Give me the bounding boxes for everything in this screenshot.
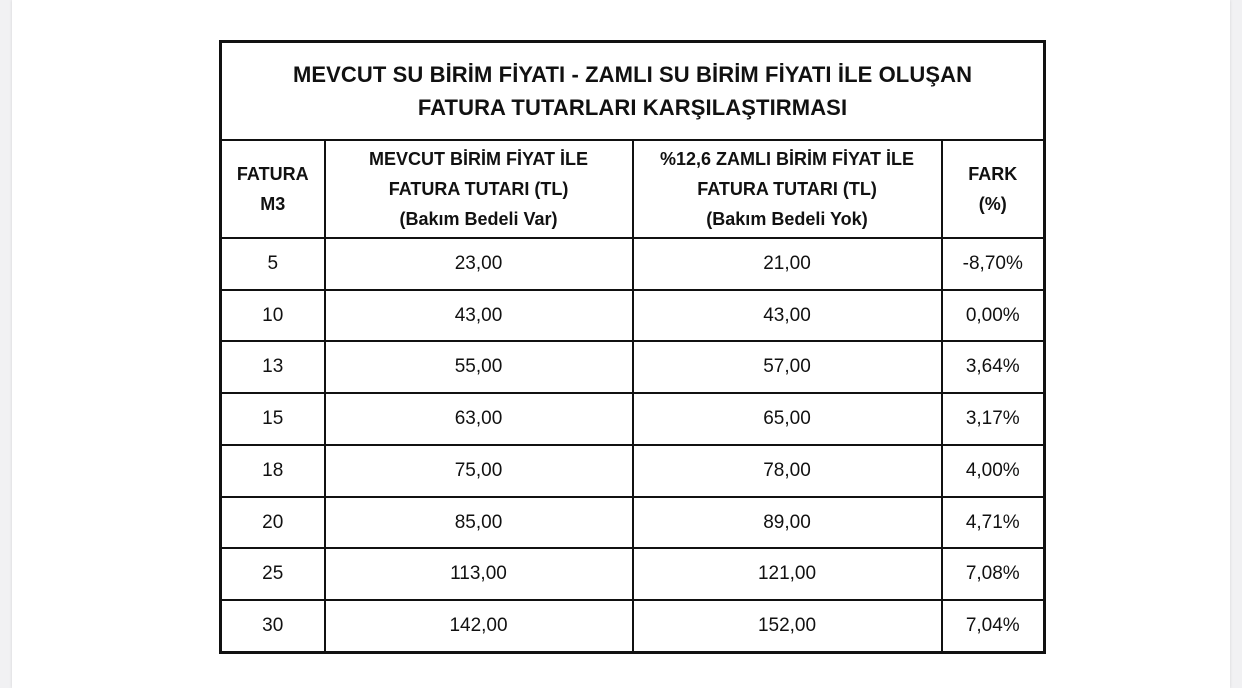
cell-difference: 4,71% <box>942 497 1045 549</box>
cell-new-amount: 121,00 <box>633 548 942 600</box>
cell-m3: 30 <box>221 600 325 652</box>
table-row <box>221 238 1045 290</box>
table-title <box>221 42 1045 141</box>
cell-m3: 5 <box>221 238 325 290</box>
cell-difference: 7,04% <box>942 600 1045 652</box>
header-current-price: MEVCUT BİRİM FİYAT İLE FATURA TUTARI (TL) (Bakım Bedeli Var) <box>325 140 633 238</box>
table-row <box>221 445 1045 497</box>
table-row <box>221 290 1045 342</box>
cell-new-amount: 89,00 <box>633 497 942 549</box>
comparison-table <box>219 40 1046 654</box>
cell-current-amount: 55,00 <box>325 341 633 393</box>
cell-current-amount: 63,00 <box>325 393 633 445</box>
cell-new-amount: 43,00 <box>633 290 942 342</box>
cell-new-amount: 21,00 <box>633 238 942 290</box>
table-row <box>221 600 1045 652</box>
cell-m3: 18 <box>221 445 325 497</box>
cell-m3: 13 <box>221 341 325 393</box>
cell-difference: 3,17% <box>942 393 1045 445</box>
document-page <box>12 0 1230 688</box>
header-fatura-m3: FATURA M3 <box>221 140 325 238</box>
cell-current-amount: 23,00 <box>325 238 633 290</box>
cell-current-amount: 43,00 <box>325 290 633 342</box>
cell-m3: 20 <box>221 497 325 549</box>
table-row <box>221 497 1045 549</box>
cell-current-amount: 142,00 <box>325 600 633 652</box>
table-row <box>221 393 1045 445</box>
table-title-line-2: FATURA TUTARLARI KARŞILAŞTIRMASI <box>417 95 848 120</box>
cell-current-amount: 75,00 <box>325 445 633 497</box>
cell-difference: 3,64% <box>942 341 1045 393</box>
cell-current-amount: 85,00 <box>325 497 633 549</box>
cell-difference: 7,08% <box>942 548 1045 600</box>
table-title-line-1: MEVCUT SU BİRİM FİYATI - ZAMLI SU BİRİM FİYATI İLE OLUŞAN <box>292 62 973 87</box>
cell-m3: 15 <box>221 393 325 445</box>
cell-new-amount: 152,00 <box>633 600 942 652</box>
cell-new-amount: 78,00 <box>633 445 942 497</box>
header-new-price: %12,6 ZAMLI BİRİM FİYAT İLE FATURA TUTARI (TL) (Bakım Bedeli Yok) <box>633 140 942 238</box>
cell-m3: 10 <box>221 290 325 342</box>
cell-new-amount: 65,00 <box>633 393 942 445</box>
cell-current-amount: 113,00 <box>325 548 633 600</box>
table-row <box>221 548 1045 600</box>
table-row <box>221 341 1045 393</box>
cell-new-amount: 57,00 <box>633 341 942 393</box>
header-difference: FARK (%) <box>942 140 1045 238</box>
cell-m3: 25 <box>221 548 325 600</box>
cell-difference: 0,00% <box>942 290 1045 342</box>
cell-difference: 4,00% <box>942 445 1045 497</box>
cell-difference: -8,70% <box>942 238 1045 290</box>
